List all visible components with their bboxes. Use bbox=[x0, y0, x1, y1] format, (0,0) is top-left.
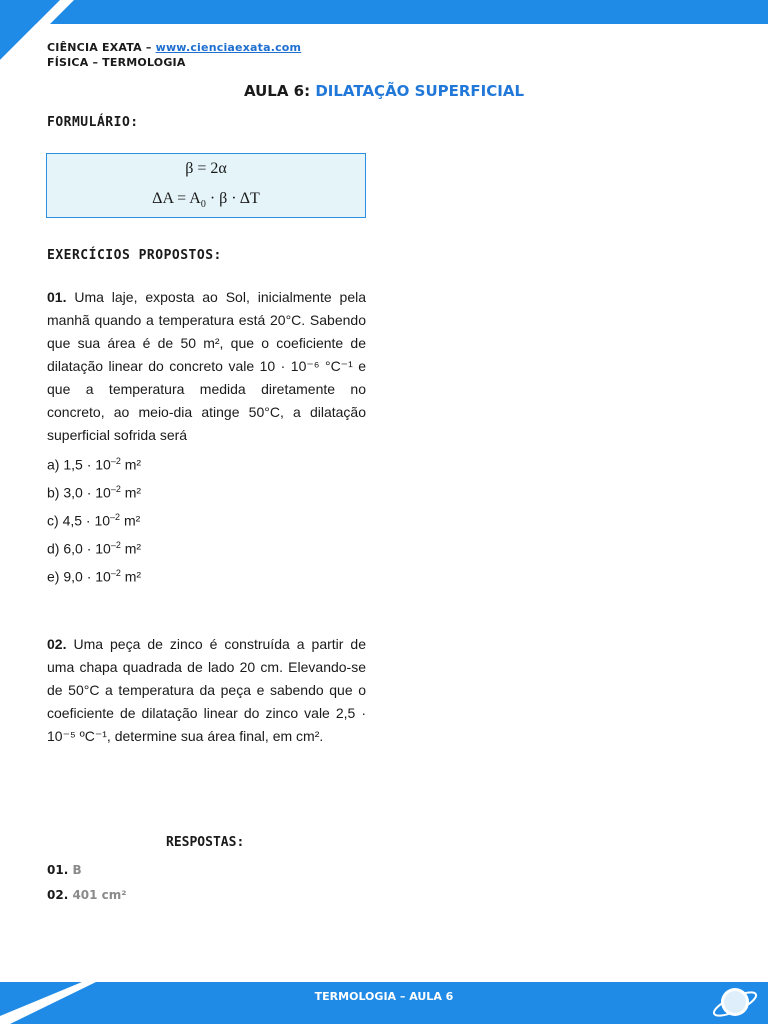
exercise-01-number: 01. bbox=[47, 289, 67, 305]
option-d-exp: –2 bbox=[110, 540, 121, 550]
option-c bbox=[47, 506, 140, 533]
top-banner bbox=[0, 0, 768, 24]
option-e-value: 9,0 · 10 bbox=[63, 568, 111, 585]
brand-name: CIÊNCIA EXATA – bbox=[47, 41, 156, 54]
option-d bbox=[47, 534, 141, 561]
answer-01 bbox=[47, 863, 82, 877]
document-header bbox=[47, 40, 301, 70]
exercise-02 bbox=[47, 633, 366, 748]
formula-area-left: ΔA = A bbox=[152, 190, 201, 207]
option-b-value: 3,0 · 10 bbox=[63, 484, 111, 501]
title-topic: DILATAÇÃO SUPERFICIAL bbox=[315, 82, 525, 100]
exercise-02-text: Uma peça de zinco é construída a partir de uma chapa quadrada de lado 20 cm. Elevando-se de 50°C a temperatura da peça e sabendo que o coeficiente de dilatação linear do zinco vale 2,5 · 10⁻⁵ ºC⁻¹, determine sua área final, em cm². bbox=[47, 636, 366, 744]
page-title bbox=[0, 82, 768, 100]
option-e-exp: –2 bbox=[110, 568, 121, 578]
option-e-unit: m² bbox=[120, 568, 142, 585]
formula-beta: β = 2α bbox=[185, 160, 227, 177]
option-b bbox=[47, 478, 141, 505]
option-a bbox=[47, 450, 141, 477]
exercicios-heading: EXERCÍCIOS PROPOSTOS: bbox=[47, 248, 222, 263]
footer-text: TERMOLOGIA – AULA 6 bbox=[314, 990, 454, 1003]
header-brand-line bbox=[47, 40, 301, 55]
answer-01-value: B bbox=[72, 863, 82, 877]
formulario-heading: FORMULÁRIO: bbox=[47, 115, 139, 130]
formula-area bbox=[47, 190, 365, 210]
option-e bbox=[47, 562, 141, 589]
site-link[interactable]: www.cienciaexata.com bbox=[155, 41, 302, 54]
option-e-letter: e) bbox=[47, 568, 60, 585]
exercise-01 bbox=[47, 286, 366, 447]
formula-box bbox=[46, 153, 366, 218]
answer-02 bbox=[47, 888, 127, 902]
option-b-unit: m² bbox=[120, 484, 142, 501]
option-d-unit: m² bbox=[120, 540, 142, 557]
respostas-heading: RESPOSTAS: bbox=[166, 835, 245, 850]
option-c-unit: m² bbox=[120, 512, 141, 529]
option-a-unit: m² bbox=[120, 456, 142, 473]
option-a-letter: a) bbox=[47, 456, 60, 473]
formula-area-right: · β · ΔT bbox=[205, 190, 260, 207]
bottom-banner bbox=[0, 982, 768, 1024]
option-d-value: 6,0 · 10 bbox=[63, 540, 111, 557]
answer-02-value: 401 cm² bbox=[72, 888, 127, 902]
option-b-exp: –2 bbox=[110, 484, 121, 494]
option-c-exp: –2 bbox=[110, 512, 121, 522]
exercise-01-text: Uma laje, exposta ao Sol, inicialmente pela manhã quando a temperatura está 20°C. Sabendo que sua área é de 50 m², que o coeficiente de dilatação linear do concreto vale 10 · 10⁻⁶ °C⁻¹ e que a temperatura medida diretamente no concreto, ao meio-dia atinge 50°C, a dilatação superficial sofrida será bbox=[47, 289, 366, 443]
option-a-exp: –2 bbox=[110, 456, 121, 466]
option-c-value: 4,5 · 10 bbox=[62, 512, 111, 529]
exercise-02-number: 02. bbox=[47, 636, 67, 652]
option-d-letter: d) bbox=[47, 540, 60, 557]
formula-area-sub: 0 bbox=[200, 199, 206, 211]
option-a-value: 1,5 · 10 bbox=[63, 456, 111, 473]
answer-02-number: 02. bbox=[47, 888, 69, 902]
title-prefix: AULA 6: bbox=[243, 82, 316, 100]
option-b-letter: b) bbox=[47, 484, 60, 501]
header-subject: FÍSICA – TERMOLOGIA bbox=[47, 56, 186, 69]
answer-01-number: 01. bbox=[47, 863, 69, 877]
option-c-letter: c) bbox=[47, 512, 59, 529]
planet-logo-icon bbox=[710, 980, 760, 1024]
